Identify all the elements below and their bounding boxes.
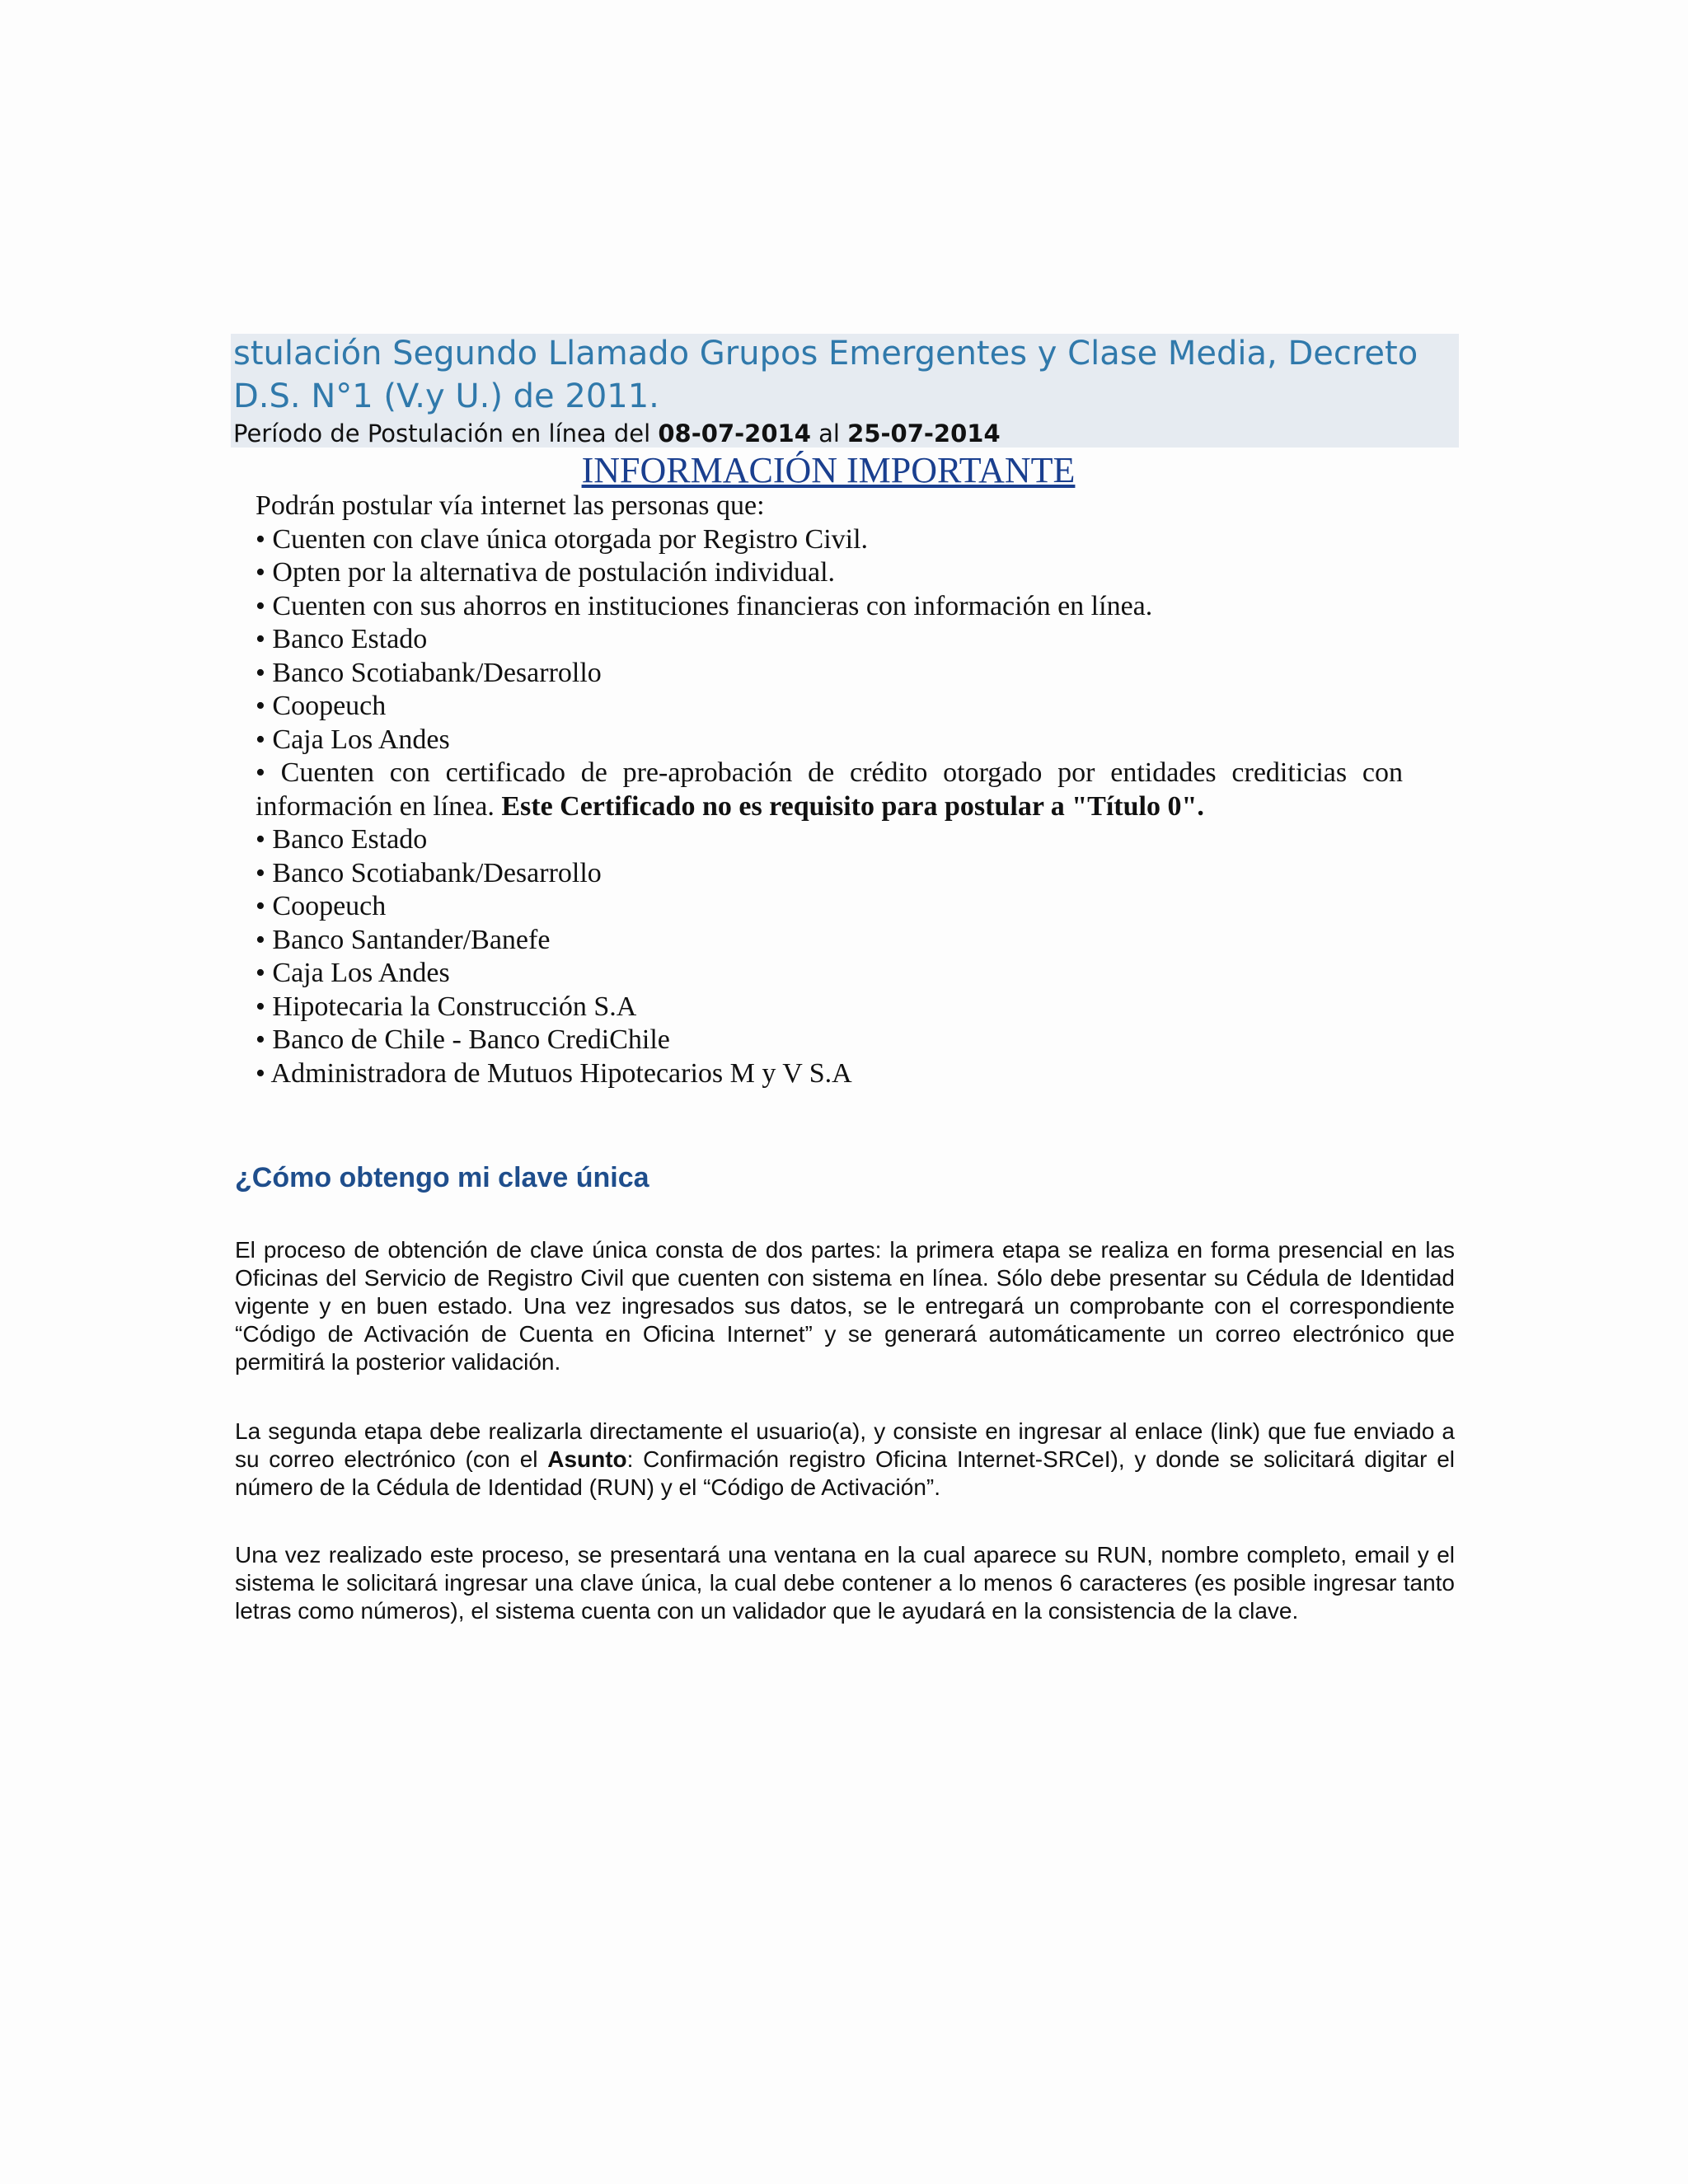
savings-institution: • Coopeuch [256, 691, 387, 721]
credit-institution: • Hipotecaria la Construcción S.A [256, 991, 637, 1022]
credit-institution: • Coopeuch [256, 891, 387, 921]
credit-institution: • Administradora de Mutuos Hipotecarios M y V S.A [256, 1057, 852, 1089]
requirements-intro: Podrán postular vía internet las personas que: [256, 490, 765, 521]
certificate-note: Este Certificado no es requisito para postular a "Título 0". [501, 790, 1204, 822]
credit-institution: • Banco Estado [256, 824, 428, 855]
application-period [233, 419, 1001, 448]
clave-paragraph-3: Una vez realizado este proceso, se presentará una ventana en la cual aparece su RUN, nombre completo, email y el sistema le solicitará ingresar una clave única, la cual debe contener a lo menos 6 caracteres (es posible ingresar tanto letras como números), el sistema cuenta con un validador que le ayudará en la consistencia de la clave. [235, 1542, 1455, 1624]
page-title: stulación Segundo Llamado Grupos Emergentes y Clase Media, Decreto D.S. N°1 (V.y U.) de 2011. [233, 335, 1418, 415]
requirement-item: • Cuenten con clave única otorgada por Registro Civil. [256, 523, 869, 555]
clave-paragraph-1: El proceso de obtención de clave única consta de dos partes: la primera etapa se realiza en forma presencial en las Oficinas del Servicio de Registro Civil que cuenten con sistema en línea. Sólo debe presentar su Cédula de Identidad vigente y en buen estado. Una vez ingresados sus datos, se le entregará un comprobante con el correspondiente “Código de Activación de Cuenta en Oficina Internet” y se generará automáticamente un correo electrónico que permitirá la posterior validación. [235, 1237, 1455, 1375]
savings-institution: • Banco Estado [256, 624, 428, 654]
credit-institution: • Banco de Chile - Banco CrediChile [256, 1024, 670, 1055]
subject-label: Asunto [547, 1446, 627, 1472]
requirements-list [256, 490, 1403, 1090]
clave-paragraph-2 [235, 1418, 1455, 1502]
requirement-item: • Cuenten con sus ahorros en instituciones financieras con información en línea. [256, 590, 1153, 621]
paragraph-text: La segunda etapa debe realizarla directamente el usuario(a), y consiste en ingresar al enlace (link) que fue enviado a su correo electrónico (con el [235, 1418, 1455, 1472]
savings-institution: • Banco Scotiabank/Desarrollo [256, 657, 602, 688]
requirement-item: • Opten por la alternativa de postulación individual. [256, 557, 836, 588]
requirement-text: información en línea. [256, 790, 502, 822]
requirement-item-continuation [256, 790, 1403, 824]
period-prefix: Período de Postulación en línea del [233, 419, 659, 448]
end-date: 25-07-2014 [847, 419, 1001, 448]
credit-institution: • Banco Scotiabank/Desarrollo [256, 857, 602, 888]
important-info-heading: INFORMACIÓN IMPORTANTE [581, 450, 1076, 490]
period-mid: al [810, 419, 848, 448]
credit-institution: • Caja Los Andes [256, 958, 450, 988]
start-date: 08-07-2014 [658, 419, 811, 448]
paragraph-text: : Confirmación registro Oficina Internet-SRCeI), y donde se solicitará digitar el número de la Cédula de Identidad (RUN) y el “Código de Activación”. [235, 1446, 1455, 1500]
clave-unica-heading: ¿Cómo obtengo mi clave única [235, 1162, 649, 1193]
credit-institution: • Banco Santander/Banefe [256, 924, 551, 955]
savings-institution: • Caja Los Andes [256, 724, 450, 755]
requirement-item: • Cuenten con certificado de pre-aprobación de crédito otorgado por entidades crediticias con [256, 757, 1403, 788]
